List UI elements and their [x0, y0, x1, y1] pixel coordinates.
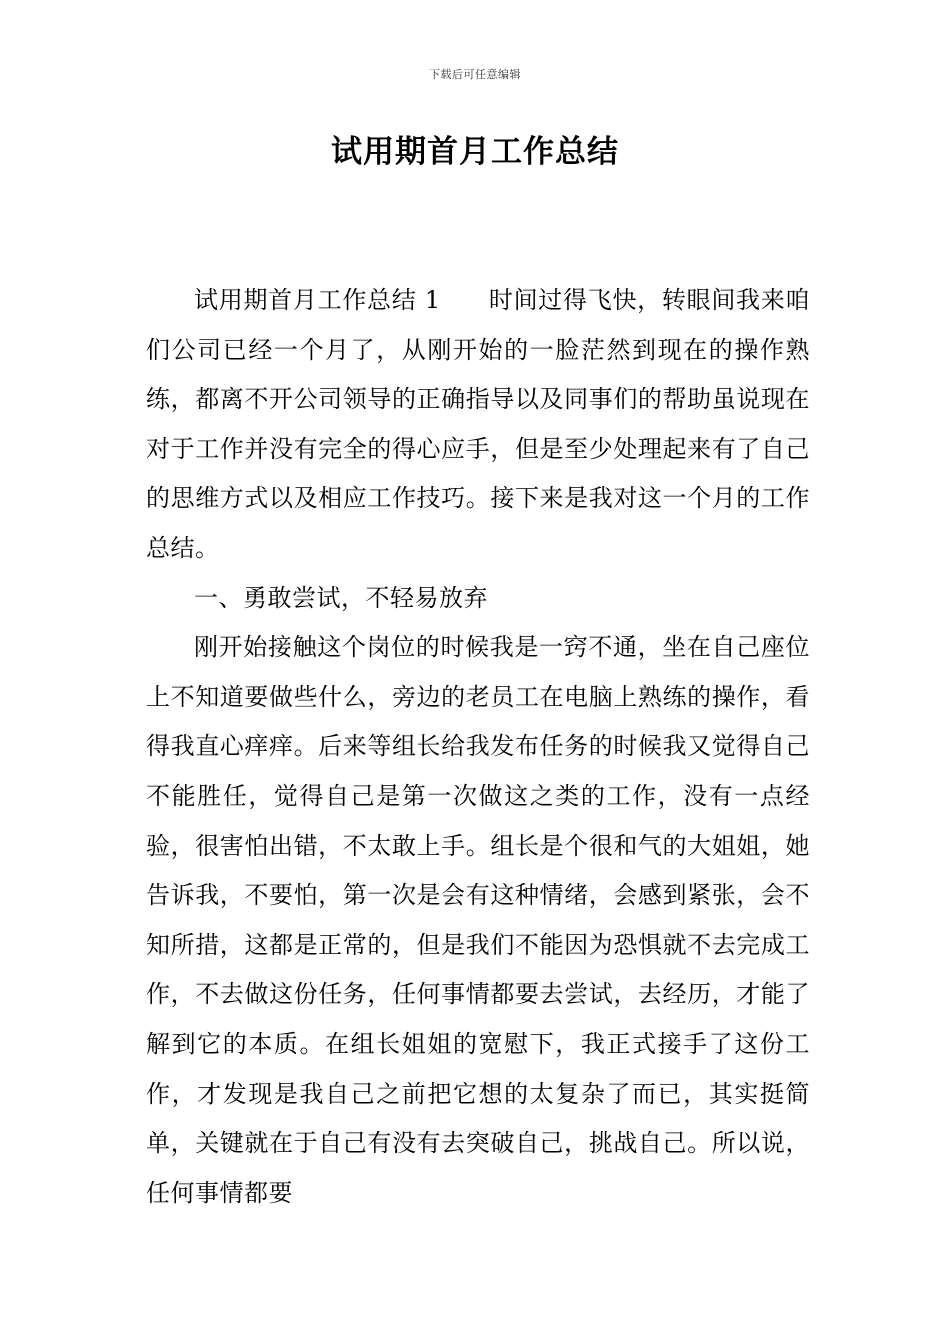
intro-paragraph	[146, 276, 810, 574]
intro-text: 时间过得飞快，转眼间我来咱们公司已经一个月了，从刚开始的一脸茫然到现在的操作熟练，都离不开公司领导的正确指导以及同事们的帮助虽说现在对于工作并没有完全的得心应手，但是至少处理起来有了自己的思维方式以及相应工作技巧。接下来是我对这一个月的工作总结。	[146, 286, 811, 562]
section-1-paragraph: 刚开始接触这个岗位的时候我是一窍不通，坐在自己座位上不知道要做些什么，旁边的老员工在电脑上熟练的操作，看得我直心痒痒。后来等组长给我发布任务的时候我又觉得自己不能胜任，觉得自己是第一次做这之类的工作，没有一点经验，很害怕出错，不太敢上手。组长是个很和气的大姐姐，她告诉我，不要怕，第一次是会有这种情绪，会感到紧张，会不知所措，这都是正常的，但是我们不能因为恐惧就不去完成工作，不去做这份任务，任何事情都要去尝试，去经历，才能了解到它的本质。在组长姐姐的宽慰下，我正式接手了这份工作，才发现是我自己之前把它想的太复杂了而已，其实挺简单，关键就在于自己有没有去突破自己，挑战自己。所以说，任何事情都要	[146, 633, 810, 1207]
document-body	[146, 276, 810, 1218]
section-1-heading: 一、勇敢尝试，不轻易放弃	[194, 583, 488, 612]
intro-heading: 试用期首月工作总结 1	[194, 286, 441, 314]
document-title: 试用期首月工作总结	[331, 134, 619, 170]
page-header-note: 下载后可任意编辑	[429, 68, 521, 81]
